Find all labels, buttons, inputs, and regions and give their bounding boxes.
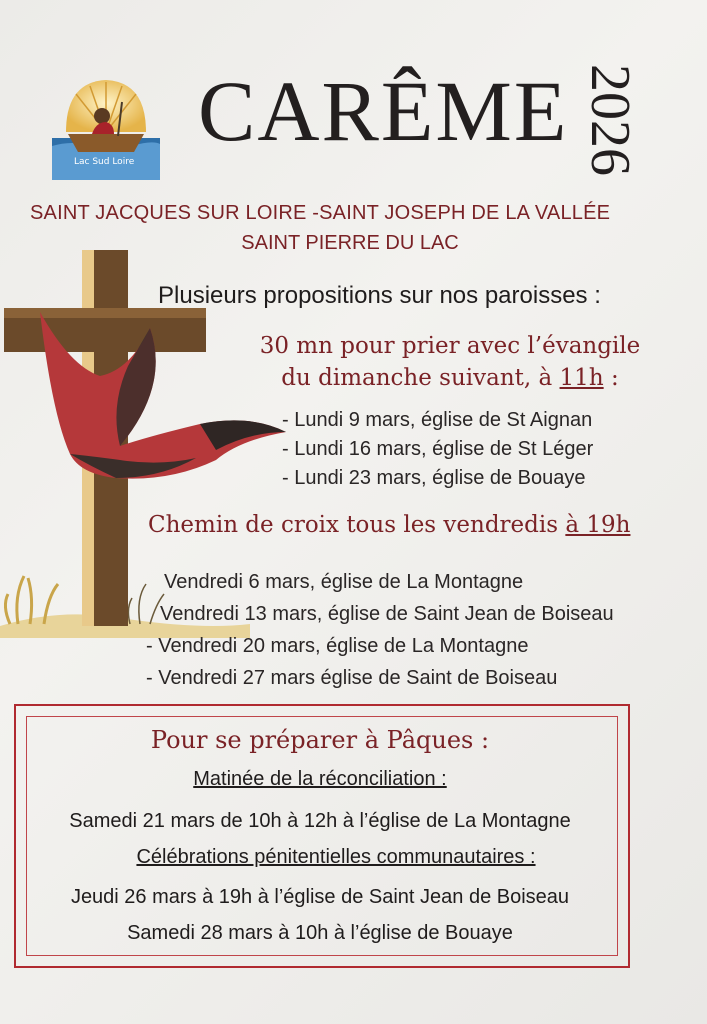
list-item: - Vendredi 20 mars, église de La Montagne bbox=[146, 635, 529, 657]
list-item: - Lundi 23 mars, église de Bouaye bbox=[282, 467, 586, 489]
prayer-heading-line-2 bbox=[240, 362, 660, 394]
reconciliation-heading: Matinée de la réconciliation : bbox=[193, 768, 447, 790]
celebration-item: Jeudi 26 mars à 19h à l’église de Saint Jean de Boiseau bbox=[70, 886, 570, 908]
page-title: CARÊME bbox=[198, 63, 569, 159]
stations-list bbox=[146, 566, 614, 694]
prayer-heading-suffix: : bbox=[603, 365, 619, 391]
list-item: - Lundi 9 mars, église de St Aignan bbox=[282, 409, 593, 431]
stations-time: à 19h bbox=[565, 512, 631, 538]
parish-logo bbox=[52, 72, 160, 180]
prayer-time: 11h bbox=[559, 365, 604, 391]
list-item: - Vendredi 27 mars église de Saint de Boiseau bbox=[146, 667, 558, 689]
list-item: - Lundi 16 mars, église de St Léger bbox=[282, 438, 594, 460]
easter-title: Pour se préparer à Pâques : bbox=[150, 726, 490, 754]
list-item: Vendredi 13 mars, église de Saint Jean de Boiseau bbox=[160, 603, 614, 625]
prayer-heading-prefix: du dimanche suivant, à bbox=[281, 365, 560, 391]
reconciliation-line: Samedi 21 mars de 10h à 12h à l’église de La Montagne bbox=[69, 810, 571, 832]
logo-text: Lac Sud Loire bbox=[74, 157, 135, 167]
celebration-item: Samedi 28 mars à 10h à l’église de Bouaye bbox=[127, 922, 513, 944]
parishes-line-1: SAINT JACQUES SUR LOIRE -SAINT JOSEPH DE LA VALLÉE bbox=[30, 202, 611, 224]
celebrations-heading: Célébrations pénitentielles communautaires : bbox=[136, 846, 536, 868]
parishes-line-2: SAINT PIERRE DU LAC bbox=[241, 232, 459, 254]
prayer-heading-line-1: 30 mn pour prier avec l’évangile bbox=[259, 333, 641, 359]
stations-heading-prefix: Chemin de croix tous les vendredis bbox=[148, 512, 566, 538]
prayer-heading bbox=[240, 330, 660, 394]
intro-text: Plusieurs propositions sur nos paroisses : bbox=[158, 282, 601, 309]
list-item: Vendredi 6 mars, église de La Montagne bbox=[164, 571, 524, 593]
prayer-list bbox=[282, 406, 593, 493]
stations-heading bbox=[148, 512, 630, 538]
year-label: 2026 bbox=[579, 64, 641, 176]
